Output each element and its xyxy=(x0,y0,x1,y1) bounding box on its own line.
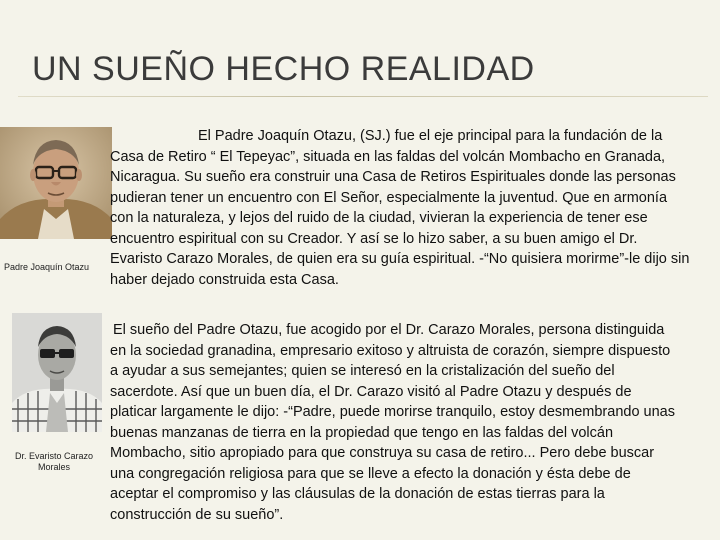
caption-dr-carazo: Dr. Evaristo Carazo Morales xyxy=(14,451,94,472)
portrait-padre-otazu xyxy=(0,127,112,239)
title-divider xyxy=(18,96,708,97)
caption-padre-otazu: Padre Joaquín Otazu xyxy=(4,262,90,272)
paragraph-story: El sueño del Padre Otazu, fue acogido por el Dr. Carazo Morales, persona distinguida en la sociedad granadina, empresario exitoso y altruista de corazón, siempre dispuesto a ayudar a sus semejantes; quien se interesó en la cristalización del sueño del sacerdote. Así que un buen día, el Dr. Carazo visitó al Padre Otazu y después de platicar largamente le dijo: -“Padre, puede morirse tranquilo, estoy desmembrando unas buenas manzanas de tierra en la propiedad que tengo en las faldas del volcán Mombacho, sitio apropiado para que construya su casa de retiro... Pero debe buscar una congregación religiosa para que se lleve a efecto la donación y ésta debe de aceptar el compromiso y las cláusulas de la donación de estas tierras para la construcción de su sueño”. xyxy=(110,322,675,523)
portrait-dr-carazo xyxy=(12,313,102,432)
slide-title: UN SUEÑO HECHO REALIDAD xyxy=(32,50,535,88)
paragraph-intro: El Padre Joaquín Otazu, (SJ.) fue el eje principal para la fundación de la Casa de Retiro “ El Tepeyac”, situada en las faldas del volcán Mombacho en Granada, Nicaragua. Su sueño era construir una Casa de Retiros Espirituales donde las personas pudieran tener un encuentro con El Señor, especialmente la juventud. Que en armonía con la naturaleza, y lejos del ruido de la ciudad, vivieran la experiencia de tener ese encuentro espiritual con su Creador. Y así se lo hizo saber, a su buen amigo el Dr. Evaristo Carazo Morales, de quien era su guía espiritual. -“No quisiera morirme”-le dijo sin haber dejado construida esta Casa. xyxy=(110,128,690,288)
